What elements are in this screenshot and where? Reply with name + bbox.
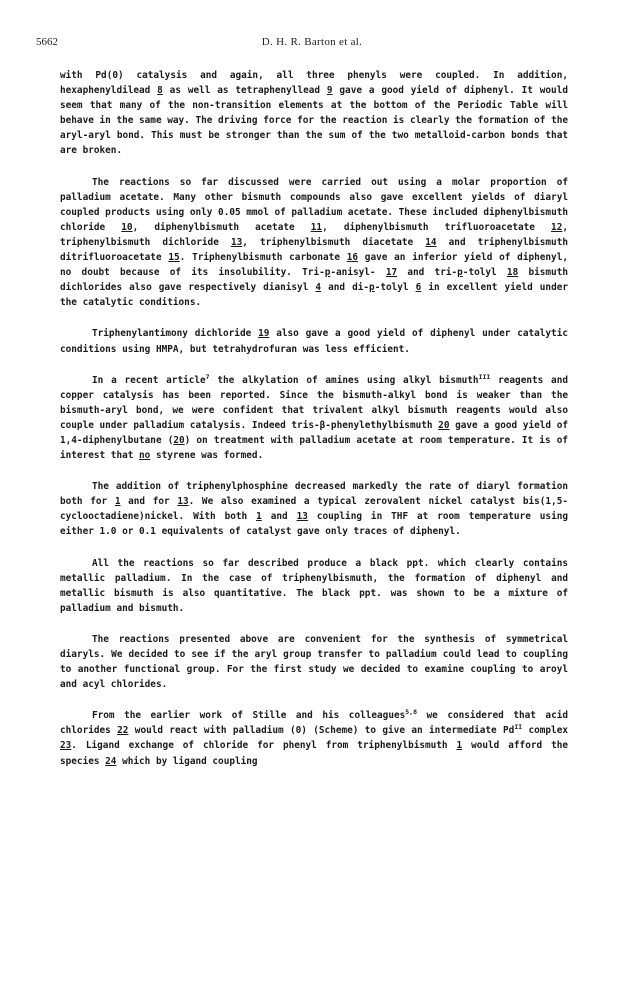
text-run: complex bbox=[522, 725, 568, 737]
text-run: , diphenylbismuth acetate bbox=[132, 221, 311, 233]
compound-ref: 1 bbox=[256, 511, 262, 523]
text-run: -anisyl- bbox=[330, 267, 386, 279]
compound-ref: 13 bbox=[296, 511, 308, 523]
compound-ref: 10 bbox=[121, 221, 133, 233]
text-run: Triphenylantimony dichloride bbox=[92, 328, 259, 340]
paragraph bbox=[60, 479, 568, 539]
paragraph bbox=[60, 326, 568, 356]
text-run: gave an inferior yield of diphenyl, no doubt because of its insolubility. Tri- bbox=[60, 252, 568, 279]
paragraph bbox=[60, 68, 568, 159]
text-run: gave a good yield of diphenyl. It would seem that many of the non-transition elements at the bottom of the Periodic Table will behave in the same way. The driving force for the reaction is clearly the formation of the aryl-aryl bond. This must be stronger than the sum of the two metalloid-carbon bonds that are broken. bbox=[60, 85, 568, 157]
compound-ref: 6 bbox=[415, 282, 422, 294]
text-run: ) on treatment with palladium acetate at room temperature. It is of interest that bbox=[60, 434, 568, 462]
compound-ref: 12 bbox=[551, 221, 563, 233]
superscript: 5,8 bbox=[405, 708, 418, 717]
text-run: The reactions so far discussed were carried out using a molar proportion of palladium acetate. Many other bismuth compounds also gave excellent yields of diaryl coupled products using only 0.05 mmol of palladium acetate. These included diphenylbismuth chloride bbox=[60, 176, 568, 233]
compound-ref: 15 bbox=[168, 252, 180, 264]
text-run: and for bbox=[120, 496, 178, 508]
text-run: and di- bbox=[321, 282, 370, 294]
paragraph bbox=[60, 175, 568, 311]
compound-ref: 1 bbox=[456, 740, 463, 752]
text-run: would react with palladium (0) (Scheme) to give an intermediate Pd bbox=[128, 725, 515, 737]
text-run: reagents and copper catalysis has been reported. Since the bismuth-alkyl bond is weaker than the bismuth-aryl bond, we were confident that trivalent alkyl bismuth reagents would also couple under palladium catalysis. Indeed tris-β-phenylethylbismuth bbox=[60, 374, 568, 431]
superscript: 7 bbox=[205, 372, 210, 381]
text-run: coupling in THF at room temperature using either 1.0 or 0.1 equivalents of catalyst gave only traces of diphenyl. bbox=[60, 511, 568, 538]
compound-ref: 14 bbox=[425, 236, 437, 248]
text-run: The addition of triphenylphosphine decreased markedly the rate of diaryl formation both for bbox=[60, 481, 568, 508]
compound-ref: 19 bbox=[258, 328, 270, 340]
compound-ref: 24 bbox=[105, 755, 117, 767]
text-run: would afford the species bbox=[60, 740, 568, 767]
text-run: which by ligand coupling bbox=[116, 755, 258, 767]
compound-ref: 16 bbox=[346, 252, 359, 264]
text-run: bismuth dichlorides also gave respectively dianisyl bbox=[60, 267, 568, 294]
compound-ref: 13 bbox=[177, 496, 189, 508]
compound-ref: 1 bbox=[114, 496, 121, 508]
compound-ref: 13 bbox=[230, 236, 243, 248]
text-run: in excellent yield under the catalytic conditions. bbox=[60, 282, 569, 309]
superscript: III bbox=[478, 372, 491, 381]
text-run: . Ligand exchange of chloride for phenyl from triphenylbismuth bbox=[71, 740, 457, 752]
compound-ref: 18 bbox=[506, 267, 519, 279]
text-run: also gave a good yield of diphenyl under catalytic conditions using HMPA, but tetrahydrofuran was less efficient. bbox=[60, 328, 568, 355]
text-run: , diphenylbismuth trifluoroacetate bbox=[322, 221, 552, 233]
text-run: -tolyl bbox=[374, 282, 416, 294]
compound-ref: p bbox=[369, 282, 375, 294]
compound-ref: p bbox=[457, 267, 463, 279]
article-body bbox=[60, 68, 568, 785]
compound-ref: 23 bbox=[60, 740, 72, 752]
text-run: -tolyl bbox=[462, 267, 507, 279]
text-run: In a recent article bbox=[92, 374, 206, 386]
text-run: and bbox=[261, 511, 297, 523]
compound-ref: 8 bbox=[157, 85, 163, 97]
text-run: as well as tetraphenyllead bbox=[162, 85, 327, 97]
compound-ref: 9 bbox=[326, 85, 333, 97]
text-run: styrene was formed. bbox=[150, 450, 264, 462]
text-run: All the reactions so far described produce a black ppt. which clearly contains metallic palladium. In the case of triphenylbismuth, the formation of diphenyl and metallic bismuth is also quantitative. The black ppt. was shown to be a mixture of palladium and bismuth. bbox=[60, 557, 568, 614]
text-run: the alkylation of amines using alkyl bismuth bbox=[209, 374, 479, 386]
compound-ref: 11 bbox=[310, 221, 323, 233]
compound-ref: no bbox=[139, 450, 151, 462]
running-authors: D. H. R. Barton et al. bbox=[261, 36, 363, 48]
text-run: . Triphenylbismuth carbonate bbox=[179, 252, 347, 264]
compound-ref: 22 bbox=[117, 725, 129, 737]
text-run: , triphenylbismuth diacetate bbox=[242, 236, 426, 248]
compound-ref: 4 bbox=[315, 282, 322, 294]
compound-ref: p bbox=[324, 267, 331, 279]
text-run: , triphenylbismuth dichloride bbox=[60, 221, 568, 248]
text-run: we considered that acid chlorides bbox=[60, 710, 568, 737]
text-run: The reactions presented above are convenient for the synthesis of symmetrical diaryls. We decided to see if the aryl group transfer to palladium could lead to coupling to another functional group. For the first study we decided to examine coupling to aroyl and acyl chlorides. bbox=[60, 633, 568, 691]
paragraph bbox=[60, 373, 568, 464]
paragraph bbox=[60, 556, 568, 616]
text-run: with Pd(0) catalysis and again, all three phenyls were coupled. In addition, hexaphenyldilead bbox=[60, 70, 568, 97]
text-run: and triphenylbismuth ditrifluoroacetate bbox=[60, 236, 568, 264]
compound-ref: 20 bbox=[438, 419, 450, 431]
paragraph bbox=[60, 632, 568, 692]
compound-ref: 17 bbox=[385, 267, 398, 279]
text-run: and tri- bbox=[397, 267, 458, 279]
text-run: gave a good yield of 1,4-diphenylbutane ( bbox=[60, 419, 568, 446]
text-run: From the earlier work of Stille and his colleagues bbox=[92, 710, 406, 722]
superscript: II bbox=[514, 723, 523, 732]
compound-ref: 20 bbox=[173, 434, 185, 446]
paragraph bbox=[60, 708, 568, 768]
page-number: 5662 bbox=[36, 36, 58, 48]
text-run: . We also examined a typical zerovalent nickel catalyst bis(1,5-cyclooctadiene)nickel. With both bbox=[60, 496, 568, 523]
